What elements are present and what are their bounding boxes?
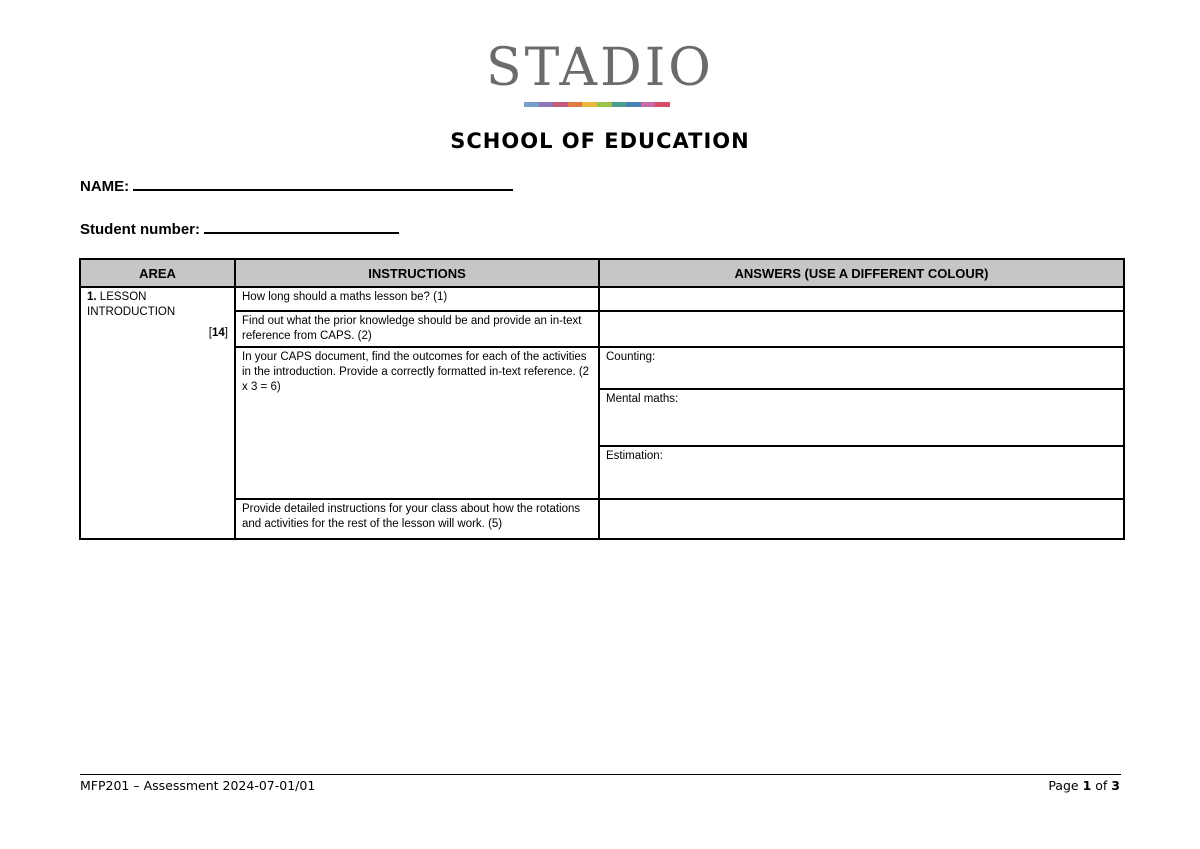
logo-stripe-segment: [597, 102, 612, 107]
area-cell: [80, 287, 235, 539]
table-row: [80, 347, 1124, 389]
logo-stripe-segment: [641, 102, 656, 107]
student-number-label: Student number:: [80, 221, 200, 238]
table-row: [80, 311, 1124, 347]
table-row: [80, 499, 1124, 539]
logo-text: STADIO: [486, 38, 714, 98]
name-label: NAME:: [80, 178, 130, 195]
answer-cell[interactable]: [599, 311, 1124, 347]
logo-stripe-segment: [582, 102, 597, 107]
page-label: Page: [1048, 778, 1079, 793]
marks-value: 14: [212, 327, 225, 339]
stadio-logo: [470, 36, 730, 112]
answer-cell[interactable]: [599, 287, 1124, 311]
logo-stripe-segment: [626, 102, 641, 107]
instruction-cell: Find out what the prior knowledge should be and provide an in-text reference from CAPS. (2): [235, 311, 599, 347]
name-blank-line[interactable]: [133, 174, 513, 191]
answer-cell-mental-maths[interactable]: Mental maths:: [599, 389, 1124, 446]
answer-cell[interactable]: [599, 499, 1124, 539]
header-answers: ANSWERS (USE A DIFFERENT COLOUR): [599, 259, 1124, 287]
instruction-cell: In your CAPS document, find the outcomes for each of the activities in the introduction. Provide a correctly formatted in-text reference. (2 x 3 = 6): [235, 347, 599, 499]
header-instructions: INSTRUCTIONS: [235, 259, 599, 287]
assessment-table: [79, 258, 1125, 540]
area-number: 1.: [87, 291, 97, 303]
page-current: 1: [1082, 778, 1092, 793]
area-marks: [87, 326, 228, 341]
page-total: 3: [1111, 778, 1120, 793]
logo-stripe-segment: [568, 102, 583, 107]
logo-stripe-segment: [612, 102, 627, 107]
footer-page-number: [1048, 778, 1120, 794]
instruction-cell: Provide detailed instructions for your class about how the rotations and activities for the rest of the lesson will work. (5): [235, 499, 599, 539]
answer-cell-counting[interactable]: Counting:: [599, 347, 1124, 389]
page-of: of: [1095, 778, 1108, 793]
logo-stripe-segment: [524, 102, 539, 107]
logo-color-stripe: [524, 102, 670, 107]
table-row: [80, 287, 1124, 311]
area-label: LESSON INTRODUCTION: [87, 291, 176, 318]
marks-bracket-open: [: [208, 327, 212, 339]
instruction-cell: How long should a maths lesson be? (1): [235, 287, 599, 311]
logo-stripe-segment: [539, 102, 554, 107]
student-number-field: [80, 217, 399, 240]
table-header-row: [80, 259, 1124, 287]
logo-stripe-segment: [553, 102, 568, 107]
header-area: AREA: [80, 259, 235, 287]
answer-cell-estimation[interactable]: Estimation:: [599, 446, 1124, 499]
area-title: [87, 290, 228, 320]
name-field: [80, 174, 513, 197]
marks-bracket-close: ]: [224, 327, 228, 339]
footer-divider: [80, 774, 1121, 775]
student-number-blank-line[interactable]: [204, 217, 399, 234]
page-title: SCHOOL OF EDUCATION: [450, 129, 750, 153]
logo-stripe-segment: [655, 102, 670, 107]
footer-document-id: MFP201 – Assessment 2024-07-01/01: [80, 778, 316, 793]
